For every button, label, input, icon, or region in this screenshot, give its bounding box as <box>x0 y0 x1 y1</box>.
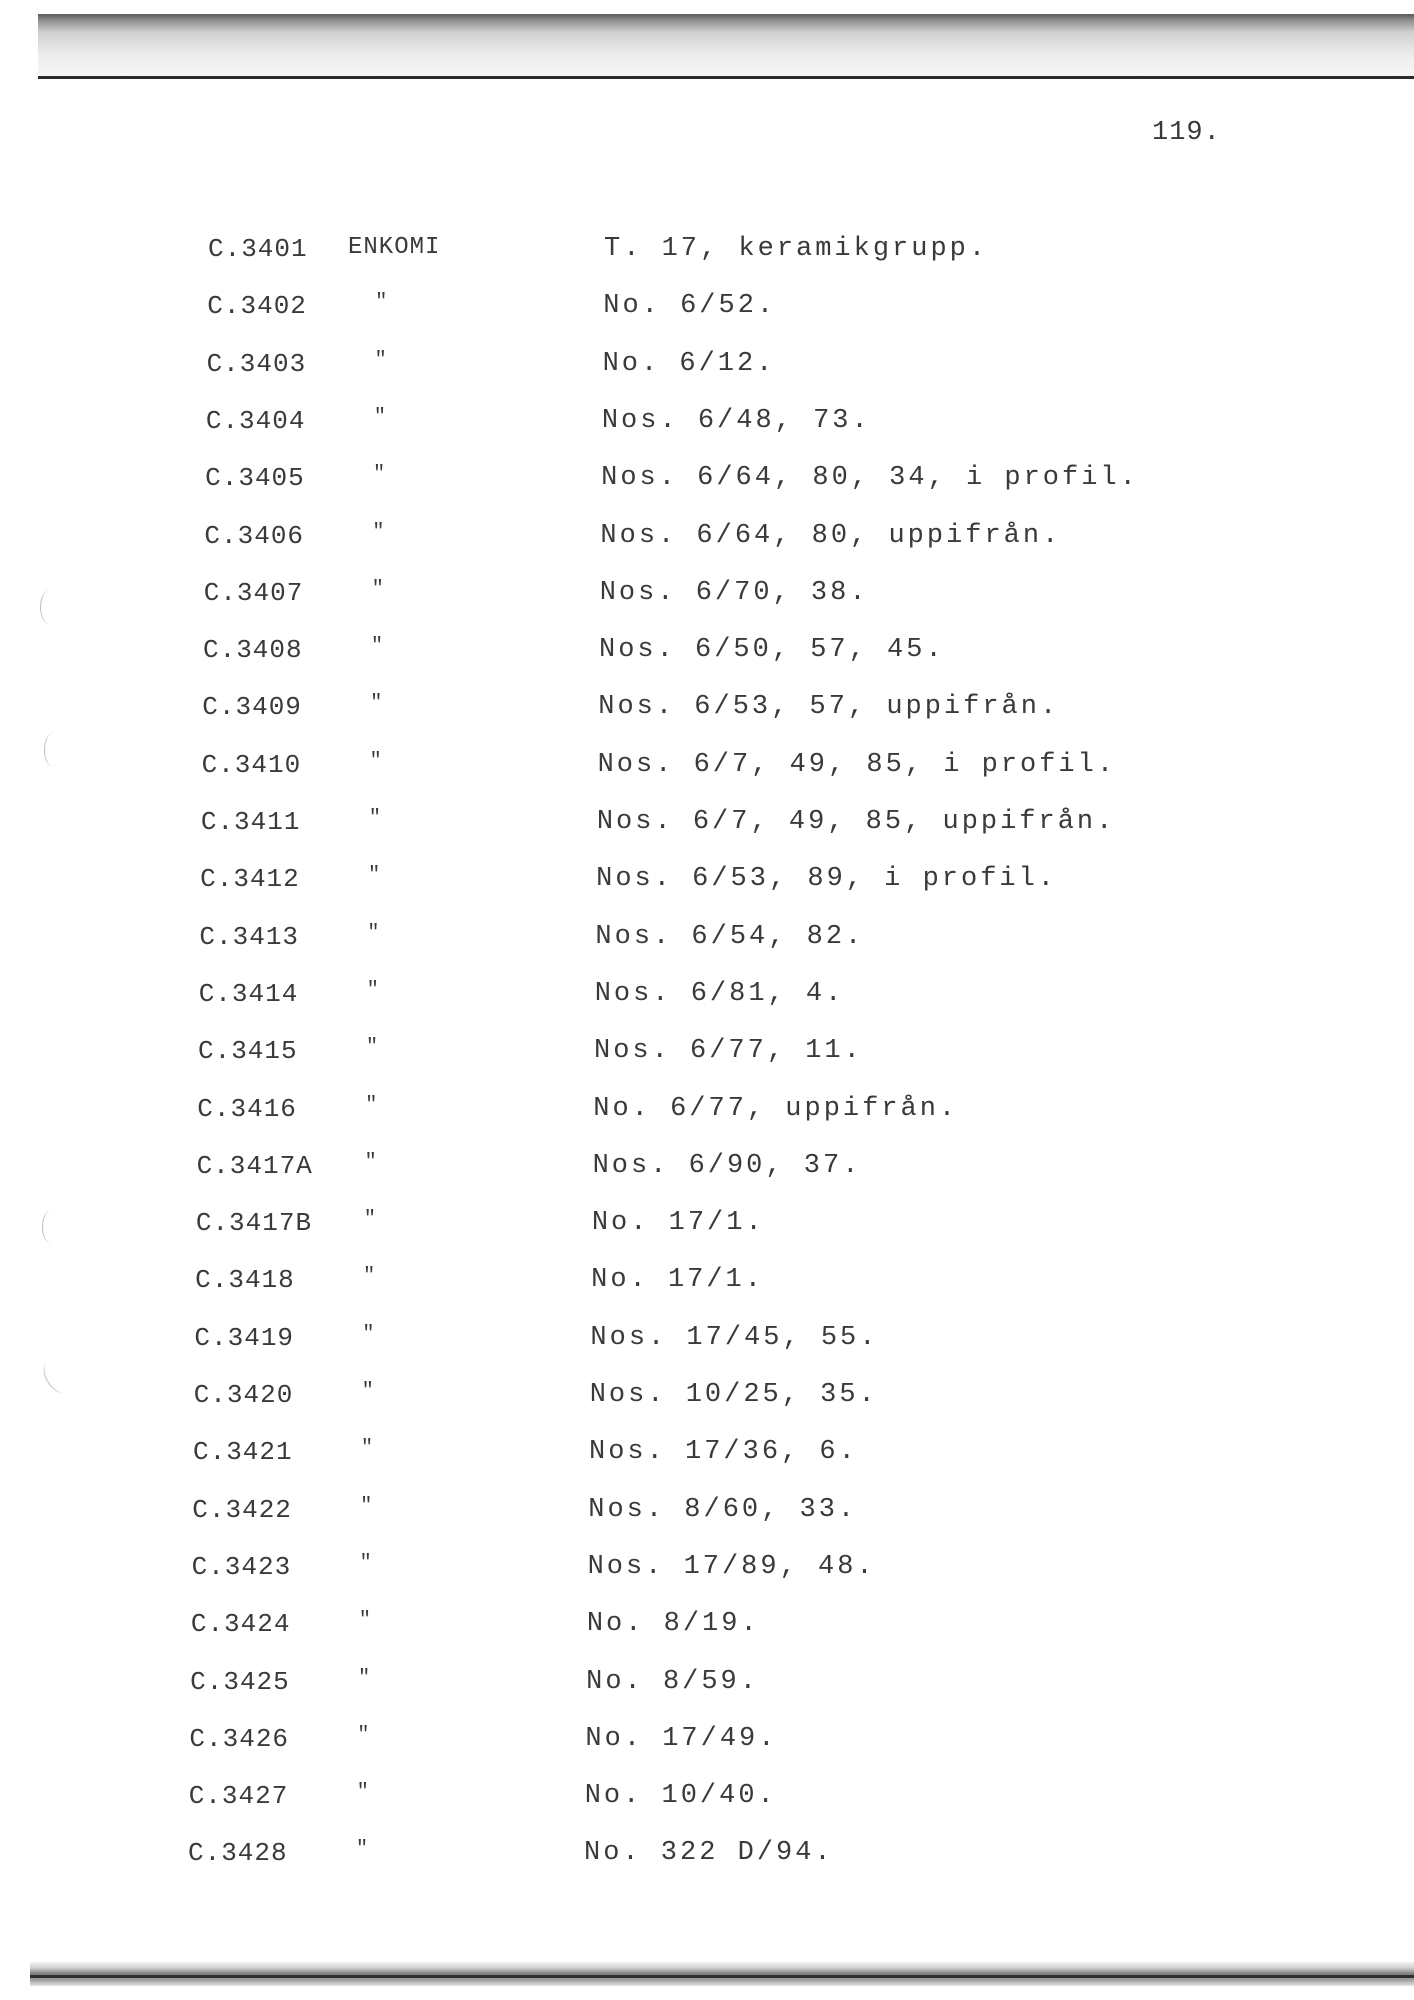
ditto-mark: " <box>366 1036 379 1060</box>
catalogue-entry <box>189 1781 1289 1821</box>
ditto-mark: " <box>365 1093 378 1117</box>
catalogue-number: C.3426 <box>189 1723 290 1754</box>
catalogue-number: C.3402 <box>207 291 307 322</box>
entry-description: T. 17, keramikgrupp. <box>604 234 989 264</box>
catalogue-entry <box>202 750 1302 790</box>
catalogue-number: C.3401 <box>208 234 308 264</box>
catalogue-entry <box>190 1667 1290 1707</box>
site-name: ENKOMI <box>348 234 441 261</box>
entry-description: Nos. 17/36, 6. <box>589 1437 858 1468</box>
entry-description: Nos. 6/48, 73. <box>601 405 871 436</box>
entry-description: Nos. 6/64, 80, uppifrån. <box>600 520 1062 551</box>
catalogue-entry <box>196 1208 1296 1248</box>
catalogue-number: C.3417B <box>195 1208 313 1239</box>
ditto-mark: " <box>363 1208 376 1232</box>
ditto-mark: " <box>356 1838 369 1862</box>
ditto-mark: " <box>374 348 387 372</box>
entry-description: No. 322 D/94. <box>584 1838 834 1869</box>
ditto-mark: " <box>362 1322 375 1346</box>
punch-hole-mark <box>44 733 63 767</box>
ditto-mark: " <box>358 1666 371 1690</box>
ditto-mark: " <box>372 520 385 544</box>
ditto-mark: " <box>361 1380 374 1403</box>
ditto-mark: " <box>357 1723 370 1747</box>
entry-description: No. 8/59. <box>586 1666 759 1697</box>
entry-description: No. 10/40. <box>584 1781 777 1812</box>
scan-edge-bottom-line <box>30 1975 1414 1978</box>
ditto-mark: " <box>368 807 381 830</box>
catalogue-number: C.3425 <box>190 1666 290 1697</box>
entry-description: Nos. 6/7, 49, 85, uppifrån. <box>596 807 1116 837</box>
catalogue-entry <box>188 1838 1288 1878</box>
catalogue-entry <box>207 291 1307 331</box>
scan-edge-top-line <box>38 76 1414 79</box>
entry-description: Nos. 6/81, 4. <box>594 978 845 1009</box>
entry-description: Nos. 17/89, 48. <box>587 1551 876 1582</box>
catalogue-entry <box>205 463 1305 503</box>
entry-description: Nos. 10/25, 35. <box>589 1380 878 1410</box>
catalogue-number: C.3428 <box>188 1838 288 1869</box>
entry-description: Nos. 6/77, 11. <box>594 1036 863 1067</box>
entry-description: No. 17/1. <box>591 1208 765 1239</box>
entry-description: Nos. 6/54, 82. <box>595 921 865 952</box>
catalogue-number: C.3424 <box>190 1609 291 1640</box>
catalogue-number: C.3412 <box>200 864 300 895</box>
catalogue-entry <box>197 1094 1297 1134</box>
catalogue-entry <box>193 1437 1293 1477</box>
catalogue-entry <box>197 1151 1297 1191</box>
catalogue-number: C.3415 <box>198 1036 298 1067</box>
entry-description: No. 6/52. <box>603 291 777 322</box>
catalogue-entry <box>199 979 1299 1019</box>
catalogue-number: C.3423 <box>191 1551 292 1582</box>
ditto-mark: " <box>364 1150 377 1174</box>
ditto-mark: " <box>371 577 384 601</box>
punch-hole-mark <box>39 1358 72 1397</box>
catalogue-number: C.3410 <box>201 749 302 780</box>
entry-description: Nos. 6/70, 38. <box>599 577 869 608</box>
entry-description: Nos. 6/50, 57, 45. <box>599 635 945 666</box>
ditto-mark: " <box>363 1265 376 1289</box>
entry-description: No. 8/19. <box>586 1609 760 1640</box>
ditto-mark: " <box>367 921 380 945</box>
catalogue-number: C.3422 <box>192 1494 292 1525</box>
entry-description: Nos. 8/60, 33. <box>588 1494 858 1525</box>
entry-description: No. 6/77, uppifrån. <box>593 1093 959 1124</box>
catalogue-number: C.3406 <box>204 520 305 551</box>
catalogue-entry <box>204 521 1304 561</box>
catalogue-entry <box>204 578 1304 618</box>
catalogue-entry <box>192 1495 1292 1535</box>
punch-hole-mark <box>40 590 59 624</box>
ditto-mark: " <box>368 864 381 888</box>
catalogue-entry <box>199 922 1299 962</box>
catalogue-entry <box>198 1036 1298 1076</box>
catalogue-entry <box>194 1380 1294 1420</box>
catalogue-entry <box>192 1552 1292 1592</box>
ditto-mark: " <box>371 635 384 659</box>
catalogue-entry <box>208 234 1308 274</box>
ditto-mark: " <box>370 692 383 716</box>
punch-hole-mark <box>42 1210 61 1244</box>
ditto-mark: " <box>373 463 386 487</box>
catalogue-number: C.3416 <box>197 1093 297 1124</box>
catalogue-entry <box>206 406 1306 446</box>
entry-description: Nos. 6/7, 49, 85, i profil. <box>597 749 1117 780</box>
catalogue-number: C.3409 <box>202 692 302 723</box>
catalogue-number: C.3404 <box>205 405 306 436</box>
catalogue-number: C.3414 <box>198 978 299 1009</box>
catalogue-number: C.3408 <box>203 635 303 666</box>
catalogue-entry <box>200 864 1300 904</box>
entry-description: No. 17/1. <box>591 1265 764 1296</box>
catalogue-number: C.3421 <box>193 1437 293 1468</box>
catalogue-entry <box>194 1323 1294 1363</box>
ditto-mark: " <box>356 1781 369 1805</box>
catalogue-entry <box>201 807 1301 847</box>
catalogue-entry <box>195 1265 1295 1305</box>
scan-edge-bottom <box>30 1962 1414 1986</box>
catalogue-entry <box>189 1724 1289 1764</box>
catalogue-entry <box>207 349 1307 389</box>
catalogue-entry <box>191 1609 1291 1649</box>
catalogue-entry <box>202 692 1302 732</box>
entry-description: No. 17/49. <box>585 1723 778 1754</box>
entry-description: Nos. 6/53, 89, i profil. <box>596 864 1058 895</box>
ditto-mark: " <box>366 978 379 1002</box>
ditto-mark: " <box>358 1609 371 1633</box>
catalogue-number: C.3403 <box>206 348 307 379</box>
entry-description: Nos. 17/45, 55. <box>590 1322 879 1353</box>
scan-edge-top <box>38 14 1414 80</box>
ditto-mark: " <box>369 749 382 773</box>
catalogue-number: C.3420 <box>193 1380 294 1410</box>
catalogue-number: C.3419 <box>194 1322 295 1353</box>
catalogue-number: C.3413 <box>199 921 300 952</box>
catalogue-entry <box>203 635 1303 675</box>
ditto-mark: " <box>375 291 388 315</box>
catalogue-number: C.3405 <box>205 463 305 494</box>
catalogue-number: C.3417A <box>196 1150 313 1181</box>
catalogue-number: C.3418 <box>195 1265 295 1296</box>
ditto-mark: " <box>373 405 386 429</box>
entry-description: Nos. 6/53, 57, uppifrån. <box>598 692 1060 723</box>
page-number: 119. <box>1152 118 1221 148</box>
catalogue-number: C.3411 <box>200 807 301 837</box>
entry-description: Nos. 6/90, 37. <box>592 1150 862 1181</box>
entry-description: No. 6/12. <box>602 348 776 379</box>
ditto-mark: " <box>361 1437 374 1461</box>
ditto-mark: " <box>359 1551 372 1575</box>
ditto-mark: " <box>360 1494 373 1518</box>
entry-description: Nos. 6/64, 80, 34, i profil. <box>601 463 1139 494</box>
catalogue-number: C.3407 <box>203 577 304 608</box>
catalogue-number: C.3427 <box>188 1781 289 1812</box>
